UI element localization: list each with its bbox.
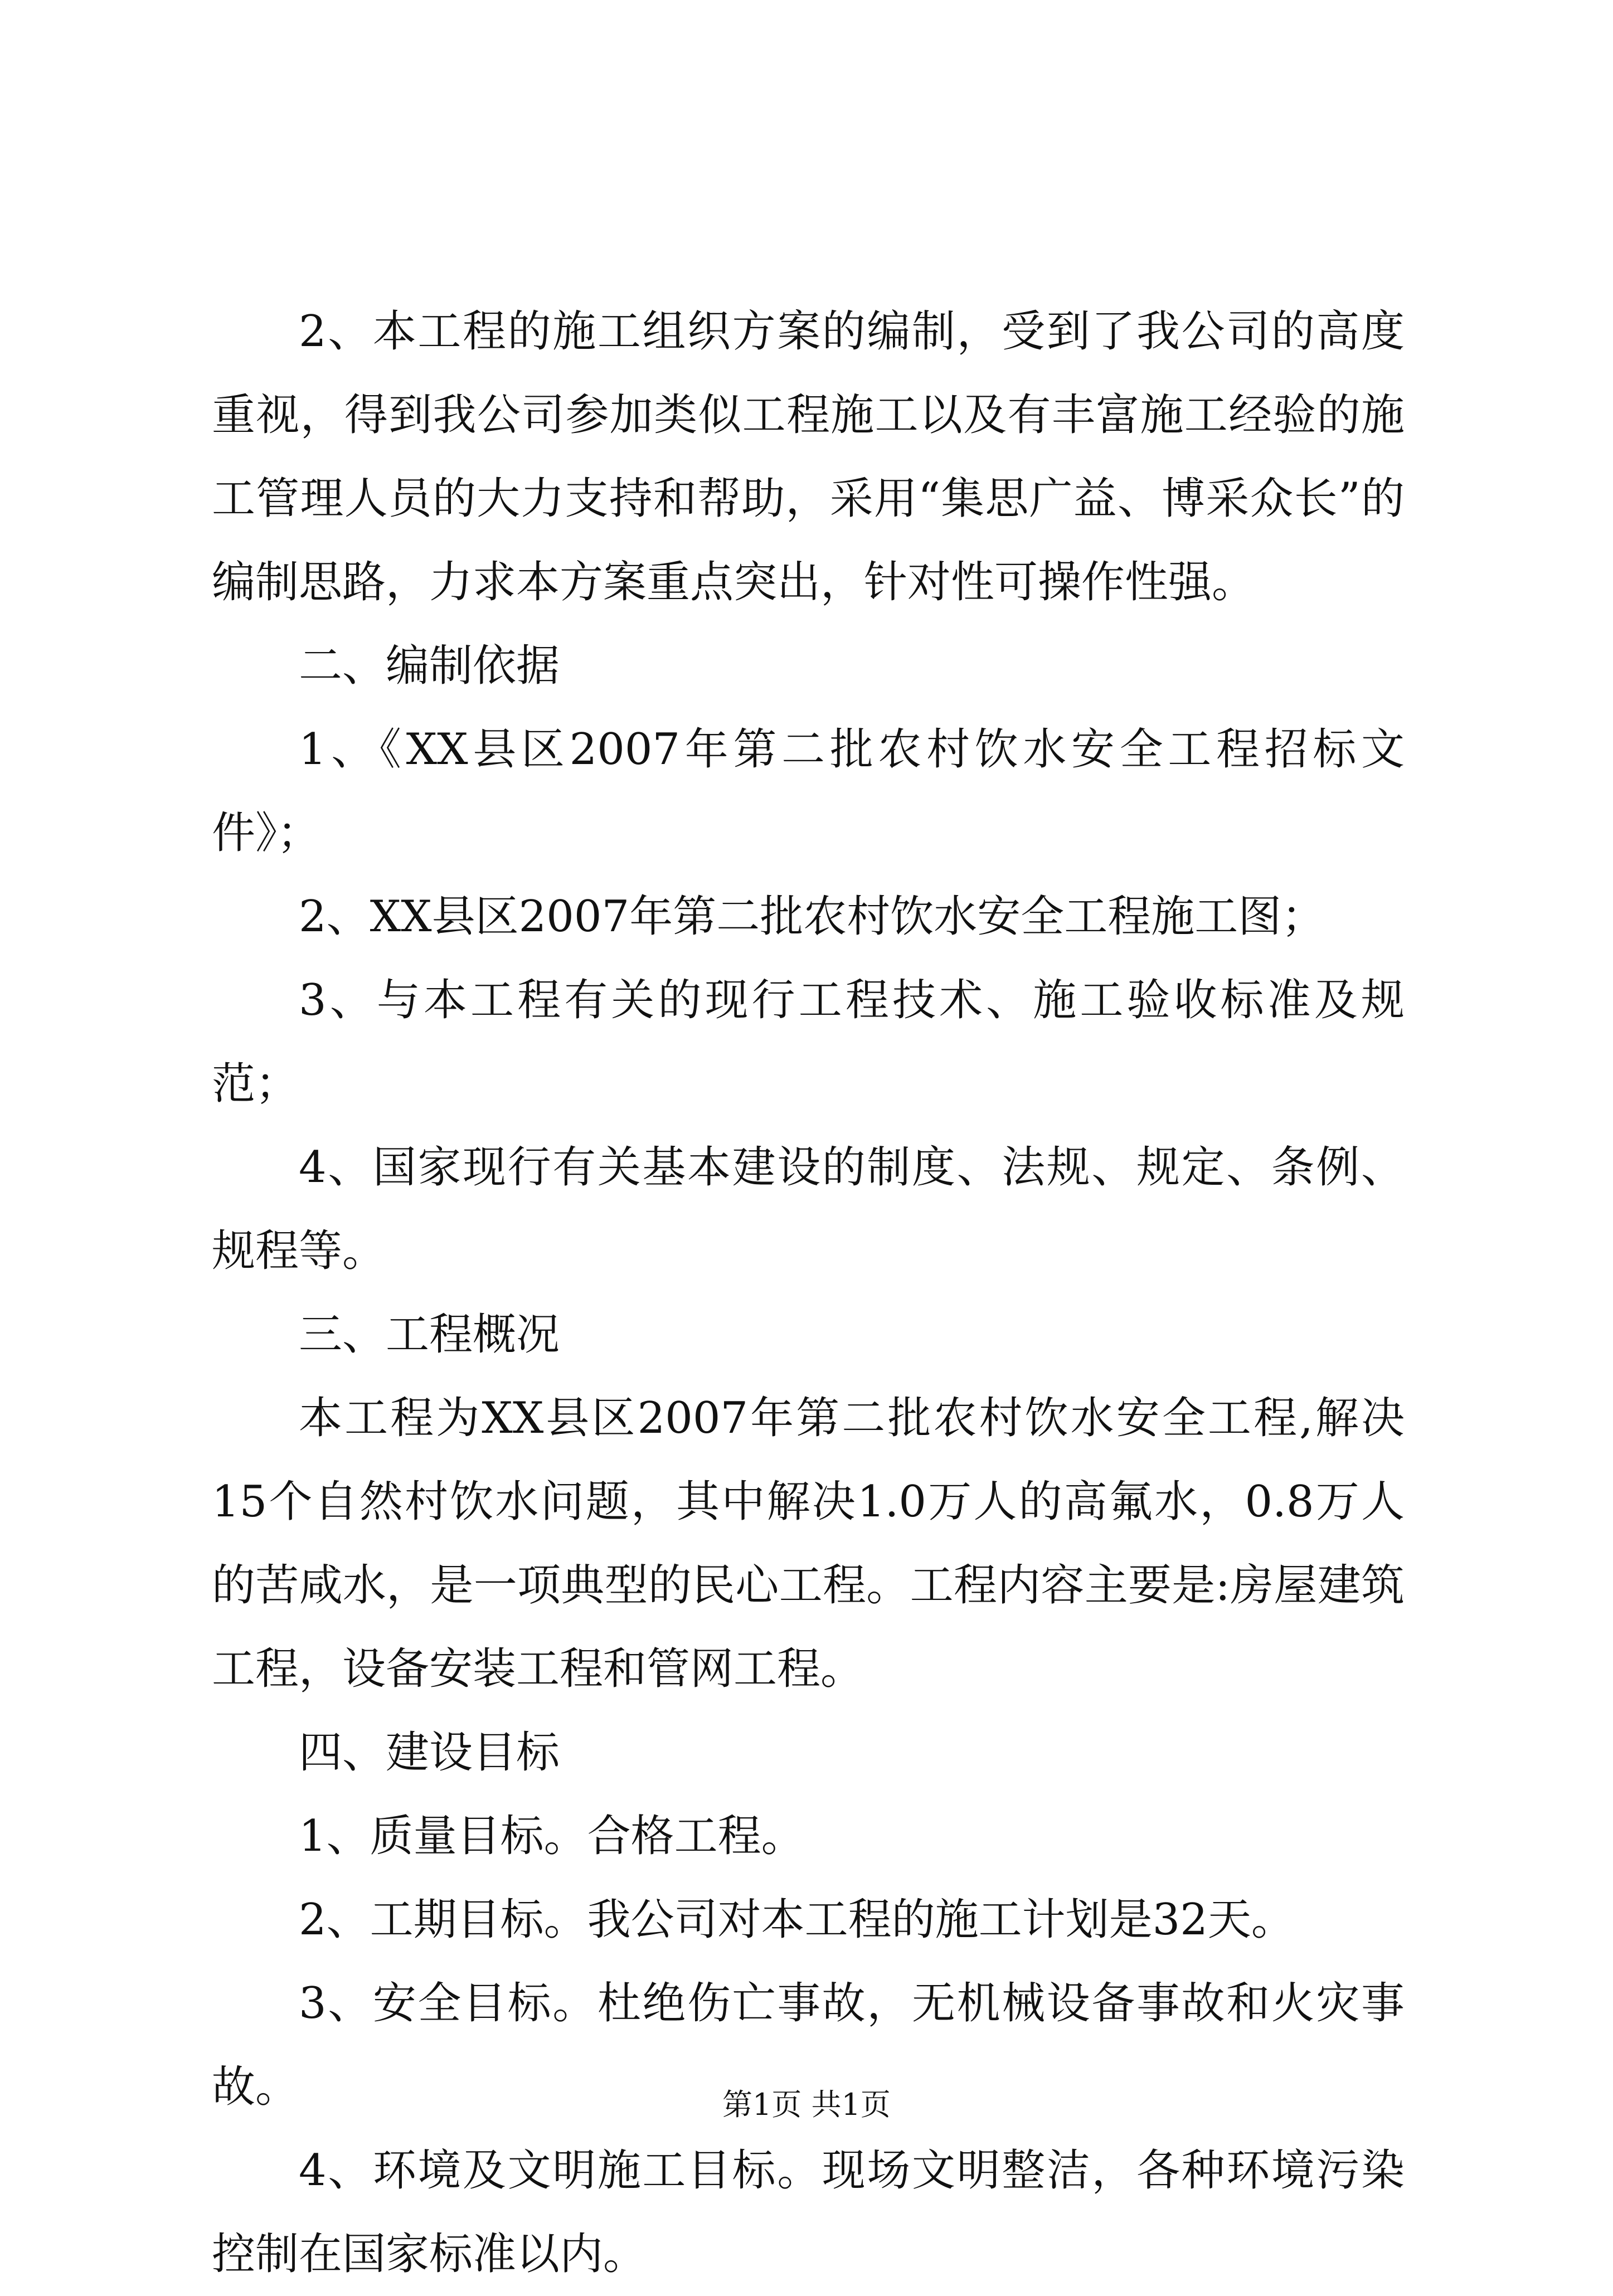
- basis-item-4: 4、国家现行有关基本建设的制度、法规、规定、条例、规程等。: [212, 1142, 1405, 1276]
- paragraph-project-overview: 本工程为XX县区2007年第二批农村饮水安全工程,解决15个自然村饮水问题，其中解决1.0万人的高氟水，0.8万人的苦咸水，是一项典型的民心工程。工程内容主要是:房屋建筑工程，设备安装工程和管网工程。: [212, 1393, 1405, 1694]
- section-heading-goals: 四、建设目标: [299, 1728, 560, 1778]
- basis-item-1: 1、《XX县区2007年第二批农村饮水安全工程招标文件》；: [212, 724, 1405, 858]
- page-footer: 第1页 共1页: [722, 2087, 891, 2122]
- goal-item-quality: 1、质量目标。合格工程。: [299, 1811, 805, 1861]
- goal-item-environment: 4、环境及文明施工目标。现场文明整洁，各种环境污染控制在国家标准以内。: [212, 2146, 1405, 2279]
- basis-item-2: 2、XX县区2007年第二批农村饮水安全工程施工图；: [299, 892, 1325, 942]
- section-heading-basis: 二、编制依据: [299, 641, 560, 691]
- goal-item-safety: 3、安全目标。杜绝伤亡事故，无机械设备事故和火灾事故。: [212, 1978, 1405, 2112]
- paragraph-construction-plan-note: 2、本工程的施工组织方案的编制，受到了我公司的高度重视，得到我公司参加类似工程施工以及有丰富施工经验的施工管理人员的大力支持和帮助，采用“集思广益、博采众长”的编制思路，力求本方案重点突出，针对性可操作性强。: [212, 307, 1405, 607]
- basis-item-3: 3、与本工程有关的现行工程技术、施工验收标准及规范；: [212, 975, 1405, 1109]
- goal-item-schedule: 2、工期目标。我公司对本工程的施工计划是32天。: [299, 1895, 1295, 1945]
- section-heading-overview: 三、工程概况: [299, 1310, 560, 1360]
- document-body: [212, 290, 1405, 2296]
